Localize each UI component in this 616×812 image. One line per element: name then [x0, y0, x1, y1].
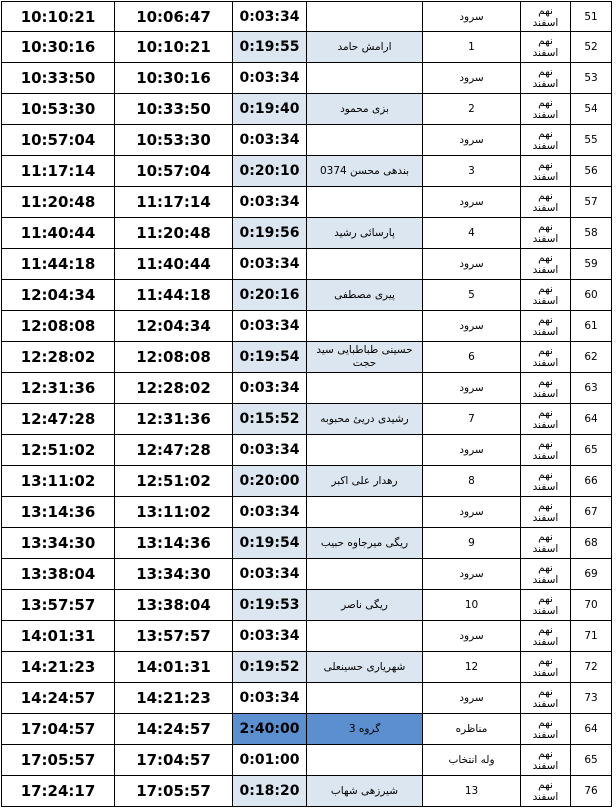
end-time-cell: 12:28:02 [1, 342, 115, 373]
name-cell [307, 497, 423, 528]
duration-cell: 0:03:34 [233, 373, 307, 404]
end-time-cell: 13:11:02 [1, 466, 115, 497]
start-time-cell: 12:51:02 [115, 466, 233, 497]
end-time-cell: 14:01:31 [1, 621, 115, 652]
date-month: اسفند [532, 357, 559, 369]
end-time-cell: 12:31:36 [1, 373, 115, 404]
name-cell: رشیدی دریئ محبوبه [307, 404, 423, 435]
date-day: نهم [538, 562, 553, 574]
date-month: اسفند [532, 574, 559, 586]
date-cell [521, 311, 571, 342]
date-month: اسفند [532, 264, 559, 276]
date-day: نهم [538, 221, 553, 233]
code-cell: 3 [423, 156, 521, 187]
duration-cell: 0:03:34 [233, 559, 307, 590]
end-time-cell: 12:47:28 [1, 404, 115, 435]
date-day: نهم [538, 593, 553, 605]
row-number-cell: 66 [571, 466, 612, 497]
start-time-cell: 13:34:30 [115, 559, 233, 590]
date-day: نهم [538, 66, 553, 78]
code-cell: 8 [423, 466, 521, 497]
date-month: اسفند [532, 667, 559, 679]
row-number-cell: 67 [571, 497, 612, 528]
name-cell [307, 187, 423, 218]
name-cell: ریگی میرجاوه حبیب [307, 528, 423, 559]
start-time-cell: 12:04:34 [115, 311, 233, 342]
row-number-cell: 73 [571, 683, 612, 714]
date-cell [521, 94, 571, 125]
code-cell: سرود [423, 249, 521, 280]
table-row [1, 621, 612, 652]
date-day: نهم [538, 500, 553, 512]
end-time-cell: 14:24:57 [1, 683, 115, 714]
date-month: اسفند [532, 791, 559, 803]
start-time-cell: 12:47:28 [115, 435, 233, 466]
row-number-cell: 65 [571, 745, 612, 776]
date-day: نهم [538, 407, 553, 419]
name-cell [307, 125, 423, 156]
row-number-cell: 68 [571, 528, 612, 559]
start-time-cell: 11:20:48 [115, 218, 233, 249]
start-time-cell: 11:44:18 [115, 280, 233, 311]
duration-cell: 0:03:34 [233, 311, 307, 342]
code-cell: 9 [423, 528, 521, 559]
start-time-cell: 10:06:47 [115, 1, 233, 32]
row-number-cell: 54 [571, 94, 612, 125]
table-row [1, 497, 612, 528]
duration-cell: 0:03:34 [233, 63, 307, 94]
date-month: اسفند [532, 419, 559, 431]
duration-cell: 0:01:00 [233, 745, 307, 776]
date-cell [521, 776, 571, 807]
row-number-cell: 61 [571, 311, 612, 342]
start-time-cell: 14:21:23 [115, 683, 233, 714]
code-cell: 1 [423, 32, 521, 63]
table-row [1, 652, 612, 683]
date-month: اسفند [532, 636, 559, 648]
duration-cell: 0:19:54 [233, 528, 307, 559]
table-row [1, 311, 612, 342]
date-day: نهم [538, 314, 553, 326]
code-cell: سرود [423, 373, 521, 404]
table-row [1, 776, 612, 807]
duration-cell: 0:03:34 [233, 683, 307, 714]
date-day: نهم [538, 624, 553, 636]
date-month: اسفند [532, 450, 559, 462]
table-row [1, 404, 612, 435]
date-day: نهم [538, 469, 553, 481]
end-time-cell: 10:30:16 [1, 32, 115, 63]
code-cell: وله انتخاب [423, 745, 521, 776]
code-cell: 4 [423, 218, 521, 249]
date-month: اسفند [532, 295, 559, 307]
code-cell: 10 [423, 590, 521, 621]
table-row [1, 156, 612, 187]
code-cell: سرود [423, 311, 521, 342]
name-cell: گروه 3 [307, 714, 423, 745]
table-row [1, 683, 612, 714]
date-day: نهم [538, 438, 553, 450]
code-cell: سرود [423, 125, 521, 156]
date-cell [521, 373, 571, 404]
start-time-cell: 12:31:36 [115, 404, 233, 435]
date-day: نهم [538, 252, 553, 264]
date-cell [521, 187, 571, 218]
end-time-cell: 13:34:30 [1, 528, 115, 559]
code-cell: 6 [423, 342, 521, 373]
code-cell: 5 [423, 280, 521, 311]
date-day: نهم [538, 376, 553, 388]
start-time-cell: 10:30:16 [115, 63, 233, 94]
date-cell [521, 63, 571, 94]
name-cell [307, 683, 423, 714]
date-day: نهم [538, 531, 553, 543]
end-time-cell: 17:05:57 [1, 745, 115, 776]
name-cell: بزی محمود [307, 94, 423, 125]
start-time-cell: 10:53:30 [115, 125, 233, 156]
start-time-cell: 13:57:57 [115, 621, 233, 652]
name-cell [307, 249, 423, 280]
table-row [1, 373, 612, 404]
date-month: اسفند [532, 171, 559, 183]
row-number-cell: 71 [571, 621, 612, 652]
duration-cell: 0:03:34 [233, 435, 307, 466]
date-month: اسفند [532, 202, 559, 214]
date-cell [521, 1, 571, 32]
date-month: اسفند [532, 16, 559, 29]
date-day: نهم [538, 4, 553, 17]
duration-cell: 0:03:34 [233, 621, 307, 652]
date-day: نهم [538, 779, 553, 791]
date-day: نهم [538, 97, 553, 109]
code-cell: 13 [423, 776, 521, 807]
date-month: اسفند [532, 512, 559, 524]
row-number-cell: 58 [571, 218, 612, 249]
date-cell [521, 435, 571, 466]
row-number-cell: 57 [571, 187, 612, 218]
start-time-cell: 14:24:57 [115, 714, 233, 745]
row-number-cell: 69 [571, 559, 612, 590]
end-time-cell: 10:10:21 [1, 1, 115, 32]
table-row [1, 125, 612, 156]
date-month: اسفند [532, 543, 559, 555]
date-cell [521, 404, 571, 435]
row-number-cell: 72 [571, 652, 612, 683]
date-month: اسفند [532, 481, 559, 493]
row-number-cell: 60 [571, 280, 612, 311]
start-time-cell: 11:17:14 [115, 187, 233, 218]
table-row [1, 528, 612, 559]
name-cell [307, 621, 423, 652]
table-row [1, 466, 612, 497]
date-day: نهم [538, 128, 553, 140]
date-month: اسفند [532, 388, 559, 400]
start-time-cell: 13:11:02 [115, 497, 233, 528]
duration-cell: 0:19:55 [233, 32, 307, 63]
code-cell: سرود [423, 187, 521, 218]
table-row [1, 342, 612, 373]
date-cell [521, 342, 571, 373]
row-number-cell: 70 [571, 590, 612, 621]
row-number-cell: 55 [571, 125, 612, 156]
table-row [1, 714, 612, 745]
row-number-cell: 64 [571, 714, 612, 745]
table-row [1, 745, 612, 776]
name-cell: بندهی محسن 0374 [307, 156, 423, 187]
row-number-cell: 59 [571, 249, 612, 280]
row-number-cell: 76 [571, 776, 612, 807]
duration-cell: 0:03:34 [233, 249, 307, 280]
name-cell [307, 435, 423, 466]
row-number-cell: 65 [571, 435, 612, 466]
start-time-cell: 17:05:57 [115, 776, 233, 807]
code-cell: سرود [423, 63, 521, 94]
table-row [1, 218, 612, 249]
code-cell: 12 [423, 652, 521, 683]
end-time-cell: 12:04:34 [1, 280, 115, 311]
table-row [1, 280, 612, 311]
duration-cell: 0:03:34 [233, 497, 307, 528]
date-day: نهم [538, 283, 553, 295]
end-time-cell: 11:44:18 [1, 249, 115, 280]
duration-cell: 0:20:10 [233, 156, 307, 187]
end-time-cell: 10:57:04 [1, 125, 115, 156]
name-cell: پیری مصطفی [307, 280, 423, 311]
start-time-cell: 13:14:36 [115, 528, 233, 559]
table-row [1, 249, 612, 280]
date-cell [521, 745, 571, 776]
name-cell: پارسائی رشید [307, 218, 423, 249]
duration-cell: 0:19:53 [233, 590, 307, 621]
end-time-cell: 13:57:57 [1, 590, 115, 621]
code-cell: سرود [423, 1, 521, 32]
duration-cell: 0:20:00 [233, 466, 307, 497]
duration-cell: 0:03:34 [233, 125, 307, 156]
start-time-cell: 10:33:50 [115, 94, 233, 125]
name-cell [307, 745, 423, 776]
name-cell [307, 559, 423, 590]
date-day: نهم [538, 35, 553, 47]
date-day: نهم [538, 686, 553, 698]
code-cell: 2 [423, 94, 521, 125]
code-cell: 7 [423, 404, 521, 435]
end-time-cell: 11:20:48 [1, 187, 115, 218]
name-cell [307, 63, 423, 94]
date-cell [521, 218, 571, 249]
duration-cell: 0:03:34 [233, 187, 307, 218]
name-cell [307, 373, 423, 404]
duration-cell: 0:20:16 [233, 280, 307, 311]
row-number-cell: 63 [571, 373, 612, 404]
table-row [1, 94, 612, 125]
date-cell [521, 125, 571, 156]
date-cell [521, 714, 571, 745]
code-cell: سرود [423, 435, 521, 466]
duration-cell: 0:19:56 [233, 218, 307, 249]
date-day: نهم [538, 717, 553, 729]
duration-cell: 2:40:00 [233, 714, 307, 745]
start-time-cell: 17:04:57 [115, 745, 233, 776]
date-day: نهم [538, 748, 553, 760]
start-time-cell: 12:28:02 [115, 373, 233, 404]
table-row [1, 63, 612, 94]
code-cell: مناظره [423, 714, 521, 745]
table-row [1, 590, 612, 621]
date-cell [521, 683, 571, 714]
date-month: اسفند [532, 78, 559, 90]
date-day: نهم [538, 159, 553, 171]
date-cell [521, 466, 571, 497]
name-cell: حسینی طباطبایی سید حجت [307, 342, 423, 373]
duration-cell: 0:19:40 [233, 94, 307, 125]
duration-cell: 0:19:54 [233, 342, 307, 373]
table-row [1, 559, 612, 590]
start-time-cell: 13:38:04 [115, 590, 233, 621]
code-cell: سرود [423, 621, 521, 652]
duration-cell: 0:19:52 [233, 652, 307, 683]
row-number-cell: 53 [571, 63, 612, 94]
table-row [1, 1, 612, 32]
date-day: نهم [538, 345, 553, 357]
date-cell [521, 497, 571, 528]
date-month: اسفند [532, 109, 559, 121]
date-month: اسفند [532, 47, 559, 59]
code-cell: سرود [423, 497, 521, 528]
date-cell [521, 559, 571, 590]
row-number-cell: 64 [571, 404, 612, 435]
date-day: نهم [538, 190, 553, 202]
row-number-cell: 56 [571, 156, 612, 187]
table-row [1, 187, 612, 218]
date-day: نهم [538, 655, 553, 667]
date-month: اسفند [532, 605, 559, 617]
table-row [1, 435, 612, 466]
duration-cell: 0:03:34 [233, 1, 307, 32]
date-cell [521, 621, 571, 652]
end-time-cell: 12:08:08 [1, 311, 115, 342]
name-cell: ریگی ناصر [307, 590, 423, 621]
date-cell [521, 156, 571, 187]
code-cell: سرود [423, 559, 521, 590]
date-month: اسفند [532, 698, 559, 710]
name-cell: ارامش حامد [307, 32, 423, 63]
name-cell: شیرزهی شهاب [307, 776, 423, 807]
name-cell [307, 1, 423, 32]
start-time-cell: 10:10:21 [115, 32, 233, 63]
date-month: اسفند [532, 760, 559, 772]
row-number-cell: 52 [571, 32, 612, 63]
end-time-cell: 10:33:50 [1, 63, 115, 94]
end-time-cell: 12:51:02 [1, 435, 115, 466]
end-time-cell: 17:24:17 [1, 776, 115, 807]
end-time-cell: 14:21:23 [1, 652, 115, 683]
date-month: اسفند [532, 233, 559, 245]
date-month: اسفند [532, 326, 559, 338]
date-month: اسفند [532, 140, 559, 152]
start-time-cell: 11:40:44 [115, 249, 233, 280]
code-cell: سرود [423, 683, 521, 714]
end-time-cell: 11:17:14 [1, 156, 115, 187]
date-cell [521, 528, 571, 559]
date-cell [521, 32, 571, 63]
end-time-cell: 13:14:36 [1, 497, 115, 528]
end-time-cell: 10:53:30 [1, 94, 115, 125]
start-time-cell: 10:57:04 [115, 156, 233, 187]
date-cell [521, 652, 571, 683]
date-cell [521, 249, 571, 280]
start-time-cell: 12:08:08 [115, 342, 233, 373]
row-number-cell: 51 [571, 1, 612, 32]
end-time-cell: 17:04:57 [1, 714, 115, 745]
duration-cell: 0:18:20 [233, 776, 307, 807]
date-month: اسفند [532, 729, 559, 741]
row-number-cell: 62 [571, 342, 612, 373]
name-cell: رهدار علی اکبر [307, 466, 423, 497]
duration-cell: 0:15:52 [233, 404, 307, 435]
table-row [1, 32, 612, 63]
date-cell [521, 280, 571, 311]
name-cell: شهریاری حسینعلی [307, 652, 423, 683]
end-time-cell: 11:40:44 [1, 218, 115, 249]
name-cell [307, 311, 423, 342]
end-time-cell: 13:38:04 [1, 559, 115, 590]
date-cell [521, 590, 571, 621]
start-time-cell: 14:01:31 [115, 652, 233, 683]
